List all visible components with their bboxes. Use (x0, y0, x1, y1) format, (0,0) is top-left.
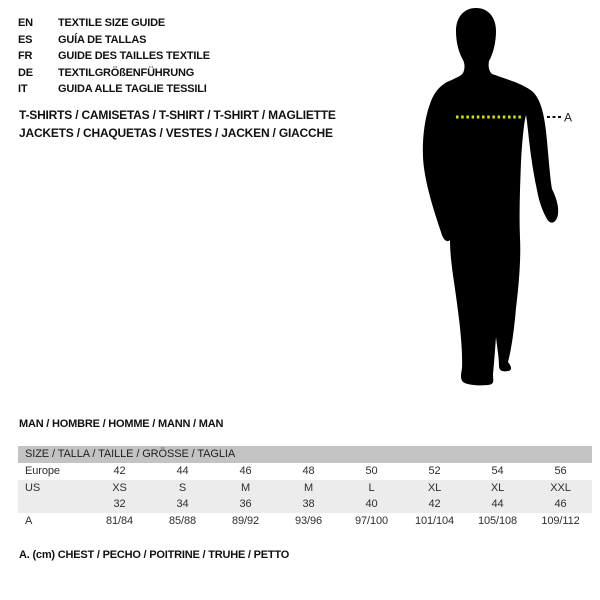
size-table (18, 446, 592, 529)
language-label: GUIDE DES TAILLES TEXTILE (58, 50, 210, 63)
language-row-it (18, 81, 210, 98)
size-value-cell: M (303, 481, 314, 494)
size-value-cell: 34 (176, 498, 189, 510)
man-silhouette (423, 8, 558, 385)
size-value-cell: 44 (176, 465, 189, 477)
language-row-es (18, 32, 210, 49)
size-value-cell: 38 (302, 498, 315, 510)
language-code: EN (18, 17, 33, 29)
language-label: GUIDA ALLE TAGLIE TESSILI (58, 83, 207, 96)
size-value-cell: XXL (550, 481, 571, 494)
size-table-header: SIZE / TALLA / TAILLE / GRÖSSE / TAGLIA (18, 446, 592, 463)
language-label: GUÍA DE TALLAS (58, 33, 147, 46)
size-value-cell: 105/108 (477, 514, 518, 527)
table-row-us (18, 480, 592, 497)
size-value-cell: 42 (113, 465, 126, 477)
size-value-cell: 46 (554, 498, 567, 510)
size-value-cell: 44 (491, 498, 504, 510)
measurement-footnote: A. (cm) CHEST / PECHO / POITRINE / TRUHE / PETTO (19, 549, 290, 561)
man-silhouette-figure (400, 0, 600, 400)
language-row-de (18, 65, 210, 82)
garment-categories (19, 107, 336, 142)
table-row-europe (18, 463, 592, 480)
language-legend (18, 15, 210, 98)
size-value-cell: XL (427, 481, 442, 494)
size-value-cell: L (368, 481, 375, 494)
size-value-cell: 48 (302, 465, 315, 477)
language-code: ES (18, 33, 33, 46)
category-line-jackets: JACKETS / CHAQUETAS / VESTES / JACKEN / GIACCHE (19, 125, 333, 140)
size-value-cell: 46 (239, 465, 252, 477)
language-row-fr (18, 48, 210, 65)
size-value-cell: XL (490, 481, 505, 494)
size-value-cell: 50 (365, 465, 378, 477)
language-row-en (18, 15, 210, 32)
size-value-cell: 97/100 (354, 514, 389, 527)
size-value-cell: S (178, 481, 187, 494)
size-value-cell: 81/84 (105, 514, 134, 527)
row-label-cell: Europe (25, 465, 60, 477)
size-value-cell: 85/88 (168, 514, 197, 527)
size-value-cell: 109/112 (541, 514, 580, 527)
size-value-cell: 52 (428, 465, 441, 477)
size-value-cell: 40 (365, 498, 378, 510)
size-value-cell: 93/96 (294, 514, 323, 527)
size-value-cell: 56 (554, 465, 567, 477)
size-value-cell: 54 (491, 465, 504, 477)
language-label: TEXTILGRÖßENFÜHRUNG (58, 66, 195, 79)
category-line-tshirts: T-SHIRTS / CAMISETAS / T-SHIRT / T-SHIRT / MAGLIETTE (19, 108, 336, 122)
language-code: FR (18, 50, 33, 63)
row-label-cell: US (25, 481, 41, 494)
size-value-cell: 36 (239, 498, 252, 510)
language-label: TEXTILE SIZE GUIDE (58, 17, 166, 29)
section-title-man: MAN / HOMBRE / HOMME / MANN / MAN (19, 418, 224, 430)
table-row-us-numeric (18, 496, 592, 513)
size-value-cell: M (240, 481, 251, 494)
row-label-cell: A (25, 514, 33, 527)
man-silhouette-svg (400, 0, 600, 400)
language-code: IT (18, 83, 28, 96)
measure-label-a: A (564, 110, 573, 125)
table-row-chest-a (18, 513, 592, 530)
size-value-cell: 42 (428, 498, 441, 510)
size-value-cell: 101/104 (414, 514, 455, 527)
size-value-cell: 89/92 (231, 514, 260, 527)
language-code: DE (18, 66, 33, 79)
size-value-cell: XS (112, 481, 127, 494)
size-value-cell: 32 (113, 498, 126, 510)
